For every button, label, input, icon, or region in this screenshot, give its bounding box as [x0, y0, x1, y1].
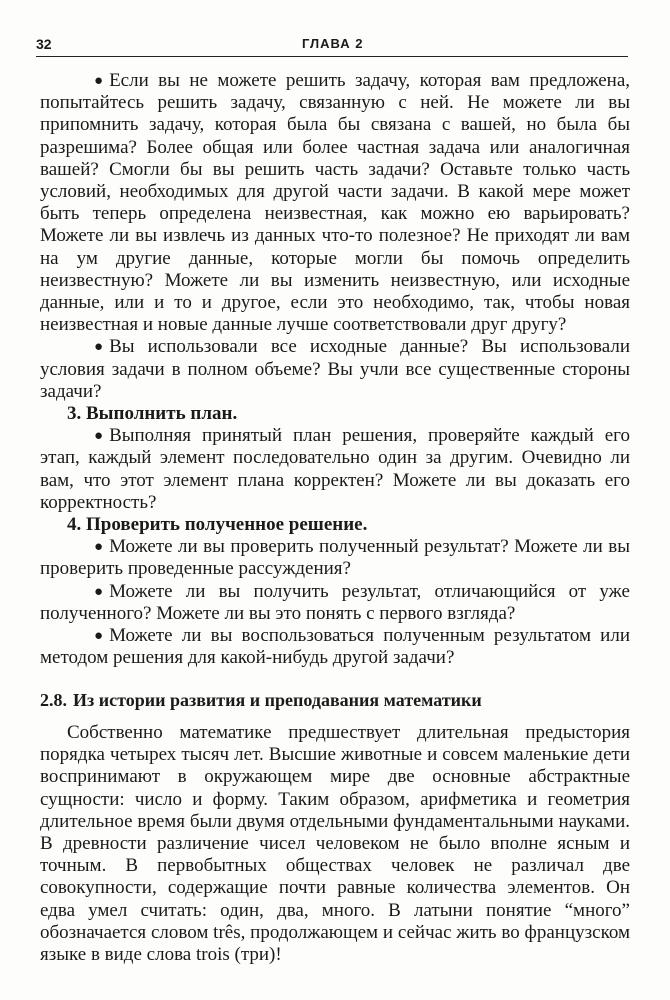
running-header	[36, 34, 628, 57]
list-item-text: Можете ли вы проверить полученный результат? Можете ли вы проверить проведенные рассуждения?	[40, 536, 630, 580]
bullet-icon: ●	[94, 539, 104, 556]
bullet-icon: ●	[94, 583, 104, 600]
step-heading: 3. Выполнить план.	[67, 403, 238, 425]
list-item	[40, 581, 630, 625]
main-text	[40, 70, 630, 669]
bullet-icon: ●	[94, 339, 104, 356]
list-item	[40, 625, 630, 669]
section-paragraph: Собственно математике предшествует длительная предыстория порядка четырех тысяч лет. Высшие животные и совсем маленькие дети воспринимают в окружающем мире две основные абстрактные сущности: число и форму. Таким образом, арифметика и геометрия длительное время были двумя отдельными фундаментальными науками. В древности различение чисел человеком не было вполне ясным и точным. В первобытных обществах человек не различал две совокупности, содержащие почти равные количества элементов. Он едва умел считать: один, два, много. В латыни понятие “много” обозначается словом três, продолжающем и сейчас жить во французском языке в виде слова trois (три)!	[40, 722, 630, 966]
list-item	[40, 425, 630, 514]
section-number: 2.8.	[40, 690, 67, 710]
list-item	[40, 536, 630, 580]
bullet-icon: ●	[94, 428, 104, 445]
chapter-title: ГЛАВА 2	[302, 36, 364, 51]
bullet-icon: ●	[94, 628, 104, 645]
list-item	[40, 336, 630, 403]
step-heading: 4. Проверить полученное решение.	[67, 514, 368, 536]
list-item-text: Вы использовали все исходные данные? Вы использовали условия задачи в полном объеме? Вы учли все существенные стороны задачи?	[40, 336, 630, 402]
list-item-text: Можете ли вы получить результат, отличающийся от уже полученного? Можете ли вы это понять с первого взгляда?	[40, 580, 630, 624]
section-heading	[40, 690, 630, 711]
list-item	[40, 70, 630, 336]
list-item-text: Выполняя принятый план решения, проверяйте каждый его этап, каждый элемент последовательно один за другим. Очевидно ли вам, что этот элемент плана корректен? Можете ли вы доказать его корректность?	[40, 425, 630, 513]
section-body	[40, 722, 630, 966]
page-number: 32	[36, 36, 52, 52]
list-item-text: Можете ли вы воспользоваться полученным результатом или методом решения для какой-нибудь другой задачи?	[40, 625, 630, 669]
bullet-icon: ●	[94, 73, 104, 89]
list-item-text: Если вы не можете решить задачу, которая вам предложена, попытайтесь решить задачу, связанную с ней. Не можете ли вы припомнить задачу, которая была бы связана с вашей, но была бы разрешима? Более общая или более частная задача или аналогичная вашей? Смогли бы вы решить часть задачи? Оставьте только часть условий, необходимых для другой части задачи. В какой мере может быть теперь определена неизвестная, как можно ею варьировать? Можете ли вы извлечь из данных что-то полезное? Не приходят ли вам на ум другие данные, которые могли бы помочь определить неизвестную? Можете ли вы изменить неизвестную, или исходные данные, или и то и другое, если это необходимо, так, чтобы новая неизвестная и новые данные лучше соответствовали друг другу?	[40, 70, 630, 336]
section-title: Из истории развития и преподавания математики	[73, 690, 482, 710]
